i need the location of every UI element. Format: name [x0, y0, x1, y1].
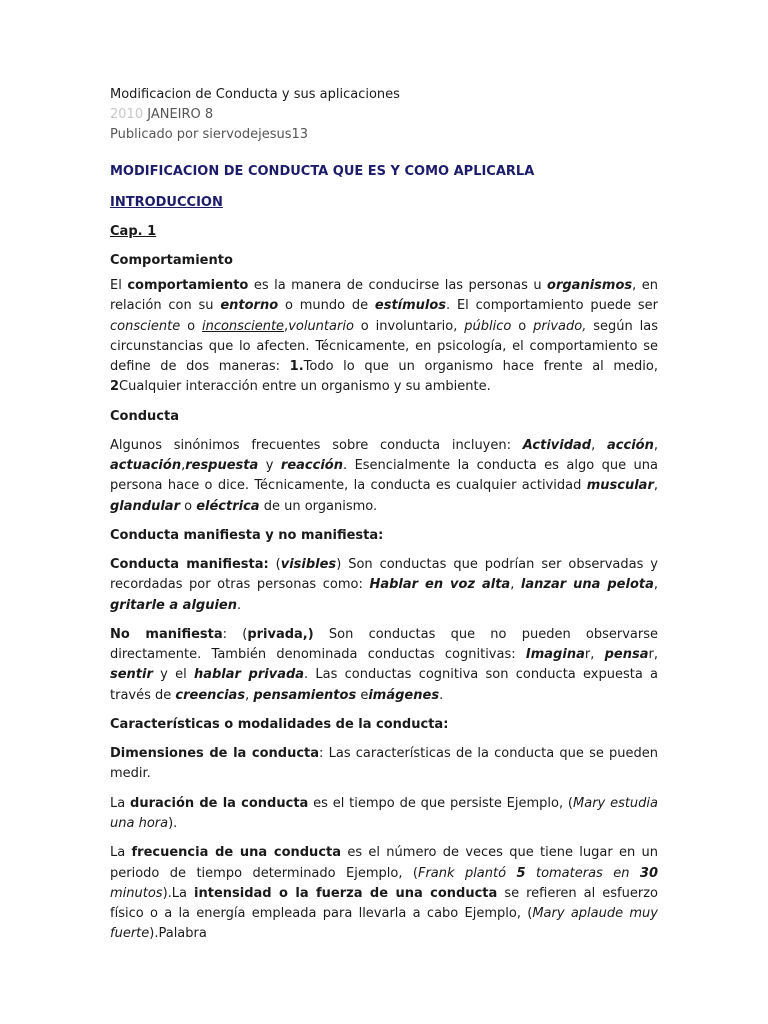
- text-bold: frecuencia de una conducta: [131, 845, 342, 861]
- post-author: Publicado por siervodejesus13: [110, 127, 309, 142]
- text: o mundo de: [278, 298, 375, 314]
- text-bold: comportamiento: [127, 278, 249, 293]
- text: de un organismo.: [259, 498, 378, 514]
- post-heading: Modificacion de Conducta y sus aplicaciones: [110, 87, 400, 102]
- text: ,: [181, 458, 186, 474]
- text: o involuntario,: [353, 318, 465, 334]
- paragraph-conducta: [110, 436, 658, 517]
- text: se refieren al esfuerzo físico o a la energía empleada para llevarla a cabo Ejemplo, (: [110, 885, 658, 922]
- text-bold-italic: entorno: [220, 298, 279, 314]
- text-italic: voluntario: [288, 318, 354, 334]
- text-italic: minutos: [110, 885, 163, 901]
- post-date: [110, 105, 658, 125]
- text-italic: privado,: [533, 318, 587, 334]
- text-bold: 1.: [289, 359, 304, 375]
- text-bold-italic: Hablar en voz alta: [369, 577, 511, 593]
- text: El: [110, 278, 128, 293]
- text-bold-italic: acción: [607, 437, 654, 453]
- text-bold-italic: actuación: [110, 458, 182, 474]
- text-bold-italic: muscular: [586, 478, 654, 494]
- text: ,: [284, 318, 289, 334]
- text: y: [258, 458, 281, 474]
- text-bold-italic: glandular: [110, 498, 180, 514]
- text-bold-italic: 5: [516, 865, 526, 881]
- text-italic: tomateras en: [525, 865, 640, 881]
- heading-manifiesta: Conducta manifiesta y no manifiesta:: [110, 527, 384, 543]
- document-page: [110, 85, 658, 945]
- text: Son conductas que no pueden observarse directamente. También denominada conductas cognitivas:: [110, 626, 659, 663]
- text: ).: [168, 815, 178, 831]
- text: r,: [584, 647, 605, 663]
- text: ,: [245, 687, 254, 703]
- text-bold: intensidad o la fuerza de una conducta: [194, 885, 498, 901]
- text: o: [511, 318, 534, 334]
- text-bold-italic: Actividad: [522, 437, 592, 453]
- text: ,: [653, 437, 658, 453]
- text-bold: Conducta manifiesta:: [110, 556, 269, 572]
- text: es el número de veces que tiene lugar en un periodo de tiempo determinado Ejemplo, (: [110, 845, 659, 881]
- text-bold-italic: estímulos: [374, 298, 447, 314]
- text: : Las características de la conducta que se pueden medir.: [110, 746, 659, 782]
- post-day: JANEIRO 8: [147, 107, 214, 122]
- text: Cualquier interacción entre un organismo y su ambiente.: [119, 379, 491, 395]
- text-bold-italic: organismos: [547, 278, 633, 293]
- text: e: [356, 687, 369, 703]
- chapter-heading: Cap. 1: [110, 224, 157, 239]
- text: ).La: [162, 885, 195, 901]
- text-bold-italic: imágenes: [368, 687, 440, 703]
- text-bold-italic: pensamientos: [253, 687, 357, 703]
- text-bold: privada,): [247, 626, 314, 642]
- text: . Esencialmente la conducta es algo que una persona hace o dice. Técnicamente, la conducta es cualquier actividad: [110, 458, 658, 494]
- text-bold-italic: eléctrica: [196, 498, 260, 514]
- text: es la manera de conducirse las personas u: [248, 278, 548, 293]
- text-italic: Mary estudia una hora: [110, 795, 659, 831]
- text: . Las conductas cognitiva son conducta expuesta a través de: [110, 667, 658, 703]
- text-bold-italic: reacción: [280, 458, 343, 474]
- paragraph-comportamiento: [110, 276, 658, 398]
- text: . El comportamiento puede ser: [446, 298, 658, 314]
- text: Todo lo que un organismo hace frente al medio,: [303, 359, 658, 375]
- text-bold-italic: creencias: [175, 687, 246, 703]
- heading-caracteristicas: Características o modalidades de la conducta:: [110, 717, 449, 733]
- heading-conducta: Conducta: [110, 408, 179, 424]
- paragraph-dimensiones: [110, 744, 658, 785]
- text-bold-italic: sentir: [110, 667, 153, 683]
- text-bold: No manifiesta: [110, 626, 223, 642]
- text-bold: Dimensiones de la conducta: [110, 746, 320, 762]
- text-bold-italic: Imagina: [525, 647, 585, 663]
- post-meta: [110, 85, 658, 145]
- text: y el: [152, 667, 194, 683]
- text: r,: [648, 647, 658, 663]
- text-bold-italic: 30: [639, 865, 659, 881]
- section-introduccion: INTRODUCCION: [110, 195, 223, 210]
- paragraph-no-manifiesta: [110, 625, 658, 706]
- text-italic: consciente: [110, 318, 181, 334]
- text: (: [268, 556, 281, 572]
- text: .: [439, 687, 444, 703]
- text: ,: [653, 577, 659, 593]
- text-italic: Frank plantó: [417, 865, 517, 881]
- text: ,: [591, 437, 608, 453]
- article-title: MODIFICACION DE CONDUCTA QUE ES Y COMO APLICARLA: [110, 164, 535, 179]
- paragraph-manifiesta: [110, 555, 658, 616]
- text-bold-italic: hablar privada: [193, 667, 305, 683]
- text-bold: duración de la conducta: [130, 795, 309, 811]
- text-bold-italic: visibles: [280, 556, 337, 572]
- text-bold-italic: lanzar una pelota: [520, 577, 654, 593]
- text-italic: Mary aplaude muy fuerte: [110, 906, 658, 942]
- paragraph-frecuencia: [110, 843, 658, 944]
- text: .: [237, 597, 242, 613]
- text-italic: público: [464, 318, 512, 334]
- text-bold-italic: respuesta: [185, 458, 259, 474]
- text-italic: inconsciente: [201, 318, 285, 334]
- paragraph-duracion: [110, 794, 658, 835]
- text: : (: [222, 626, 248, 642]
- post-year: 2010: [110, 107, 144, 122]
- text: ).Palabra: [149, 926, 207, 942]
- text: ,: [510, 577, 521, 593]
- text-bold-italic: gritarle a alguien: [110, 597, 237, 613]
- text: según las circunstancias que lo afecten. Técnicamente, en psicología, el comportamiento se define de dos maneras:: [110, 318, 659, 375]
- text: o: [180, 498, 197, 514]
- text-bold-italic: pensa: [604, 647, 649, 663]
- text: ) Son conductas que podrían ser observadas y recordadas por otras personas como:: [110, 556, 658, 593]
- text: es el tiempo de que persiste Ejemplo, (: [308, 795, 574, 811]
- heading-comportamiento: Comportamiento: [110, 253, 233, 268]
- text-bold: 2: [110, 379, 120, 395]
- text: ,: [653, 478, 658, 494]
- text: Algunos sinónimos frecuentes sobre conducta incluyen:: [110, 437, 523, 453]
- text: , en relación con su: [110, 278, 658, 314]
- text: o: [180, 318, 202, 334]
- text: La: [110, 795, 131, 811]
- text: La: [110, 845, 132, 861]
